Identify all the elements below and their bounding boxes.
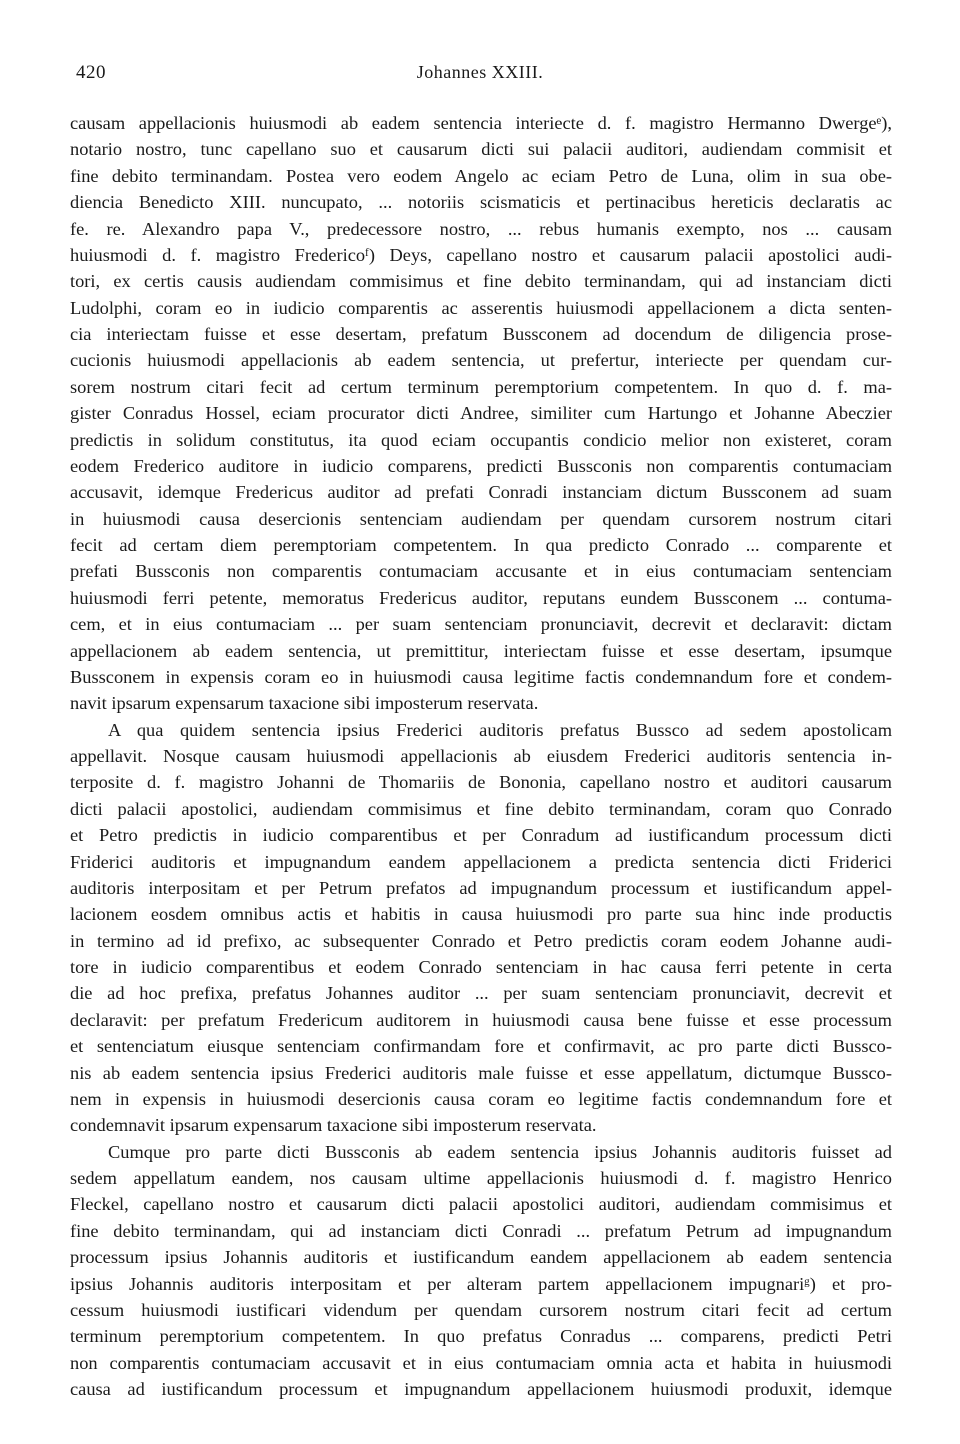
text-line: appellacionem ab eadem sentencia, ut premittitur, interiectam fuisse et esse desertam, ipsumque (70, 640, 892, 661)
text-line: fecit ad certam diem peremptoriam competentem. In qua predicto Conrado ... comparente et (70, 535, 892, 555)
text-line: et Petro predictis in iudicio comparentibus et per Conradum ad iustificandum processum dicti (70, 825, 892, 846)
text-line: declaravit: per prefatum Fredericum auditorem in huiusmodi causa bene fuisse et esse processum (70, 1009, 892, 1030)
text-line: appellavit. Nosque causam huiusmodi appellacionis ab eiusdem Frederici auditoris sentencia in- (70, 746, 892, 766)
text-line: die ad hoc prefixa, prefatus Johannes auditor ... per suam sentenciam pronunciavit, decrevit et (70, 983, 892, 1004)
text-line: cem, et in eius contumaciam ... per suam sentenciam pronunciavit, decrevit et declaravit: dictam (70, 614, 892, 635)
paragraph (70, 110, 892, 717)
text-line: causa ad iustificandum processum et impugnandum appellacionem huiusmodi produxit, idemque (70, 1379, 892, 1399)
text-line: dicti palacii apostolici, audiendam commisimus et fine debito terminandam, coram quo Conrado (70, 798, 892, 819)
page-number: 420 (76, 62, 106, 83)
text-line: A qua quidem sentencia ipsius Frederici auditoris prefatus Bussco ad sedem apostolicam (108, 719, 892, 740)
text-line: cia interiectam fuisse et esse desertam, prefatum Bussconem ad docendum de diligencia prose- (70, 324, 892, 344)
text-line: Bussconem in expensis coram eo in huiusmodi causa legitime factis condemnandum fore et condem- (70, 666, 892, 687)
text-line: nem in expensis in huiusmodi desercionis causa coram eo legitime factis condemnandum fore et (70, 1088, 892, 1109)
text-line: nis ab eadem sentencia ipsius Frederici auditoris male fuisse et esse appellatum, dictumque Bussco- (70, 1062, 892, 1083)
text-line: et sentenciatum eiusque sentenciam confirmandam fore et confirmavit, ac pro parte dicti Bussco- (70, 1036, 892, 1057)
text-line: predictis in solidum constitutus, ita quod eciam occupantis condicio melior non existeret, coram (70, 429, 892, 450)
text-line: sedem appellatum eandem, nos causam ultime appellacionis huiusmodi d. f. magistro Henrico (70, 1168, 892, 1188)
text-line: processum ipsius Johannis auditoris et iustificandum eandem appellacionem ab eadem sentencia (70, 1247, 892, 1268)
text-line: in huiusmodi causa desercionis sentenciam audiendam per quendam cursorem nostrum citari (70, 508, 892, 529)
text-line: Friderici auditoris et impugnandum eandem appellacionem a predicta sentencia dicti Friderici (70, 851, 892, 872)
text-line: cessum huiusmodi iustificari videndum per quendam cursorem nostrum citari fecit ad certum (70, 1299, 892, 1320)
text-line: Fleckel, capellano nostro et causarum dicti palacii apostolici auditori, audiendam commisimus et (70, 1194, 892, 1215)
text-line: Ludolphi, coram eo in iudicio comparentis ac asserentis huiusmodi appellacionem a dicta senten- (70, 297, 892, 318)
running-head (70, 60, 890, 88)
text-line: fe. re. Alexandro papa V., predecessore nostro, ... rebus humanis exempto, nos ... causam (70, 218, 892, 239)
running-title: Johannes XXIII. (416, 62, 544, 82)
text-line: accusavit, idemque Fredericus auditor ad prefati Conradi instanciam dictum Bussconem ad suam (70, 482, 892, 503)
text-line: navit ipsarum expensarum taxacione sibi imposterum reservata. (70, 693, 539, 714)
text-line: auditoris interpositam et per Petrum prefatos ad impugnandum processum et iustificandum appel- (70, 877, 892, 898)
text-line: ipsius Johannis auditoris interpositam et per alteram partem appellacionem impugnariᵍ) et pro- (70, 1273, 892, 1294)
text-line: prefati Bussconis non comparentis contumaciam accusante et in eius contumaciam sentenciam (70, 561, 892, 582)
text-line: notario nostro, tunc capellano suo et causarum dicti sui palacii auditori, audiendam commisit et (70, 139, 892, 160)
text-line: Cumque pro parte dicti Bussconis ab eadem sentencia ipsius Johannis auditoris fuisset ad (108, 1141, 892, 1162)
paragraph (70, 1139, 892, 1403)
text-line: tore in iudicio comparentibus et eodem Conrado sentenciam in hac causa ferri petente in certa (70, 957, 892, 977)
text-line: condemnavit ipsarum expensarum taxacione sibi imposterum reservata. (70, 1115, 597, 1136)
text-line: in termino ad id prefixo, ac subsequenter Conrado et Petro predictis coram eodem Johanne audi- (70, 930, 892, 951)
text-line: huiusmodi d. f. magistro Fredericoᶠ) Deys, capellano nostro et causarum palacii apostolici audi- (70, 244, 892, 265)
text-line: terminum peremptorium competentem. In quo prefatus Conradus ... comparens, predicti Petri (70, 1326, 892, 1347)
text-line: eodem Frederico auditore in iudicio comparens, predicti Bussconis non comparentis contumaciam (70, 455, 892, 476)
text-line: causam appellacionis huiusmodi ab eadem sentencia interiecte d. f. magistro Hermanno Dwergeᵉ), (70, 113, 892, 133)
text-line: lacionem eosdem omnibus actis et habitis in causa huiusmodi pro parte sua hinc inde productis (70, 904, 892, 925)
text-line: cucionis huiusmodi appellacionis ab eadem sentencia, ut prefertur, interiecte per quendam cur- (70, 350, 892, 371)
text-line: non comparentis contumaciam accusavit et in eius contumaciam omnia acta et habita in huiusmodi (70, 1352, 892, 1373)
text-line: gister Conradus Hossel, eciam procurator dicti Andree, similiter cum Hartungo et Johanne Abeczier (70, 403, 892, 424)
text-line: sorem nostrum citari fecit ad certum terminum peremptorium competentem. In quo d. f. ma- (70, 376, 892, 397)
paragraph (70, 717, 892, 1139)
body-text (70, 110, 892, 1402)
text-line: fine debito terminandam, qui ad instanciam dicti Conradi ... prefatum Petrum ad impugnandum (70, 1220, 892, 1241)
text-line: tori, ex certis causis audiendam commisimus et fine debito terminandam, qui ad instanciam dicti (70, 271, 892, 292)
text-line: fine debito terminandam. Postea vero eodem Angelo ac eciam Petro de Luna, olim in sua obe- (70, 165, 892, 186)
text-line: huiusmodi ferri petente, memoratus Fredericus auditor, reputans eundem Bussconem ... contuma- (70, 587, 892, 608)
text-line: terposite d. f. magistro Johanni de Thomariis de Bononia, capellano nostro et auditori causarum (70, 772, 892, 793)
text-line: diencia Benedicto XIII. nuncupato, ... notoriis scismaticis et pertinacibus hereticis declaratis ac (70, 192, 892, 213)
